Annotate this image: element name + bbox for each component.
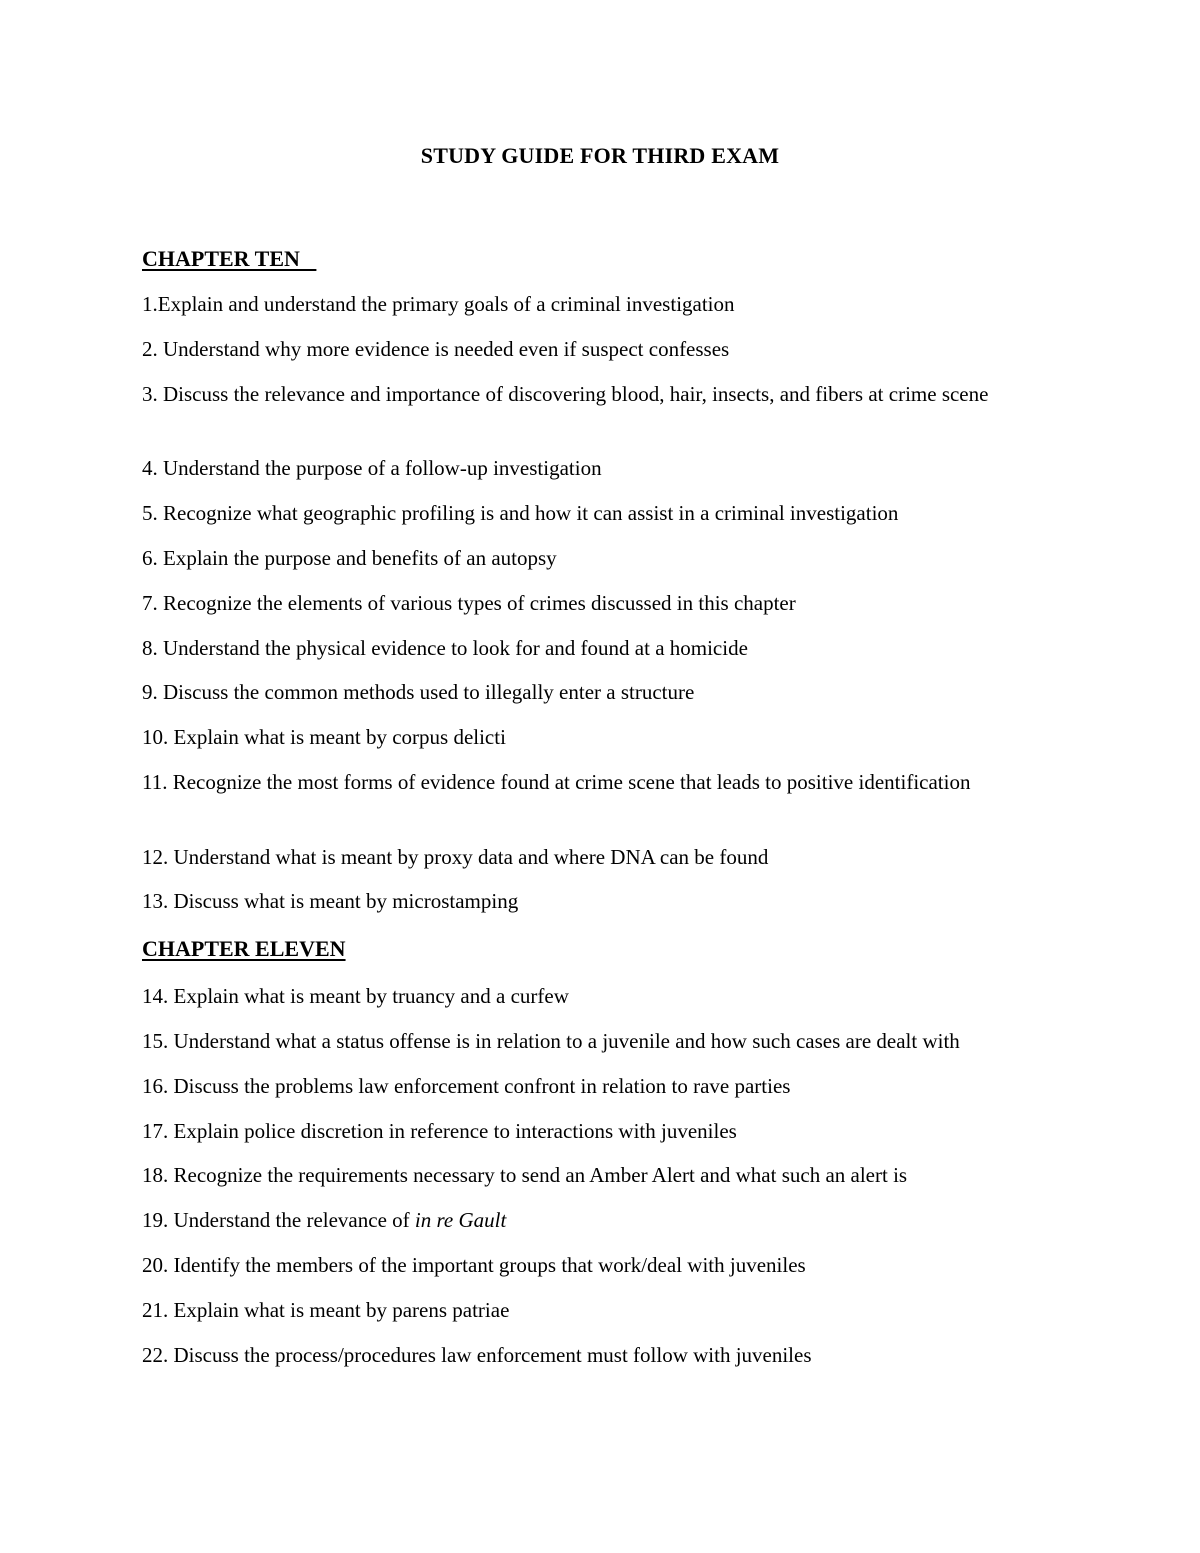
list-item — [142, 1206, 1062, 1235]
list-item: 5. Recognize what geographic profiling is and how it can assist in a criminal investigation — [142, 501, 899, 525]
list-item: 20. Identify the members of the important groups that work/deal with juveniles — [142, 1253, 806, 1277]
list-item: 10. Explain what is meant by corpus delicti — [142, 725, 506, 749]
list-item: 11. Recognize the most forms of evidence found at crime scene that leads to positive identification — [142, 770, 971, 794]
list-item-text: 19. Understand the relevance of — [142, 1208, 415, 1232]
page-title: STUDY GUIDE FOR THIRD EXAM — [420, 143, 780, 168]
list-item: 22. Discuss the process/procedures law enforcement must follow with juveniles — [142, 1343, 812, 1367]
list-item: 8. Understand the physical evidence to look for and found at a homicide — [142, 636, 748, 660]
list-item: 14. Explain what is meant by truancy and a curfew — [142, 984, 569, 1008]
chapter-ten-heading: CHAPTER TEN — [142, 246, 317, 271]
list-item: 2. Understand why more evidence is needed even if suspect confesses — [142, 337, 730, 361]
list-item: 18. Recognize the requirements necessary to send an Amber Alert and what such an alert is — [142, 1163, 908, 1187]
list-item: 1.Explain and understand the primary goals of a criminal investigation — [142, 292, 735, 316]
list-item: 21. Explain what is meant by parens patriae — [142, 1298, 510, 1322]
chapter-eleven-heading: CHAPTER ELEVEN — [142, 936, 346, 961]
list-item: 15. Understand what a status offense is in relation to a juvenile and how such cases are dealt with — [142, 1029, 960, 1053]
list-item: 4. Understand the purpose of a follow-up investigation — [142, 456, 602, 480]
list-item: 7. Recognize the elements of various types of crimes discussed in this chapter — [142, 591, 796, 615]
list-item: 13. Discuss what is meant by microstamping — [142, 889, 519, 913]
case-name: in re Gault — [414, 1208, 507, 1232]
list-item: 16. Discuss the problems law enforcement confront in relation to rave parties — [142, 1074, 791, 1098]
list-item: 12. Understand what is meant by proxy data and where DNA can be found — [142, 845, 769, 869]
list-item: 17. Explain police discretion in reference to interactions with juveniles — [142, 1119, 737, 1143]
list-item: 9. Discuss the common methods used to illegally enter a structure — [142, 680, 695, 704]
list-item: 6. Explain the purpose and benefits of an autopsy — [142, 546, 557, 570]
list-item: 3. Discuss the relevance and importance of discovering blood, hair, insects, and fibers at crime scene — [142, 382, 989, 406]
